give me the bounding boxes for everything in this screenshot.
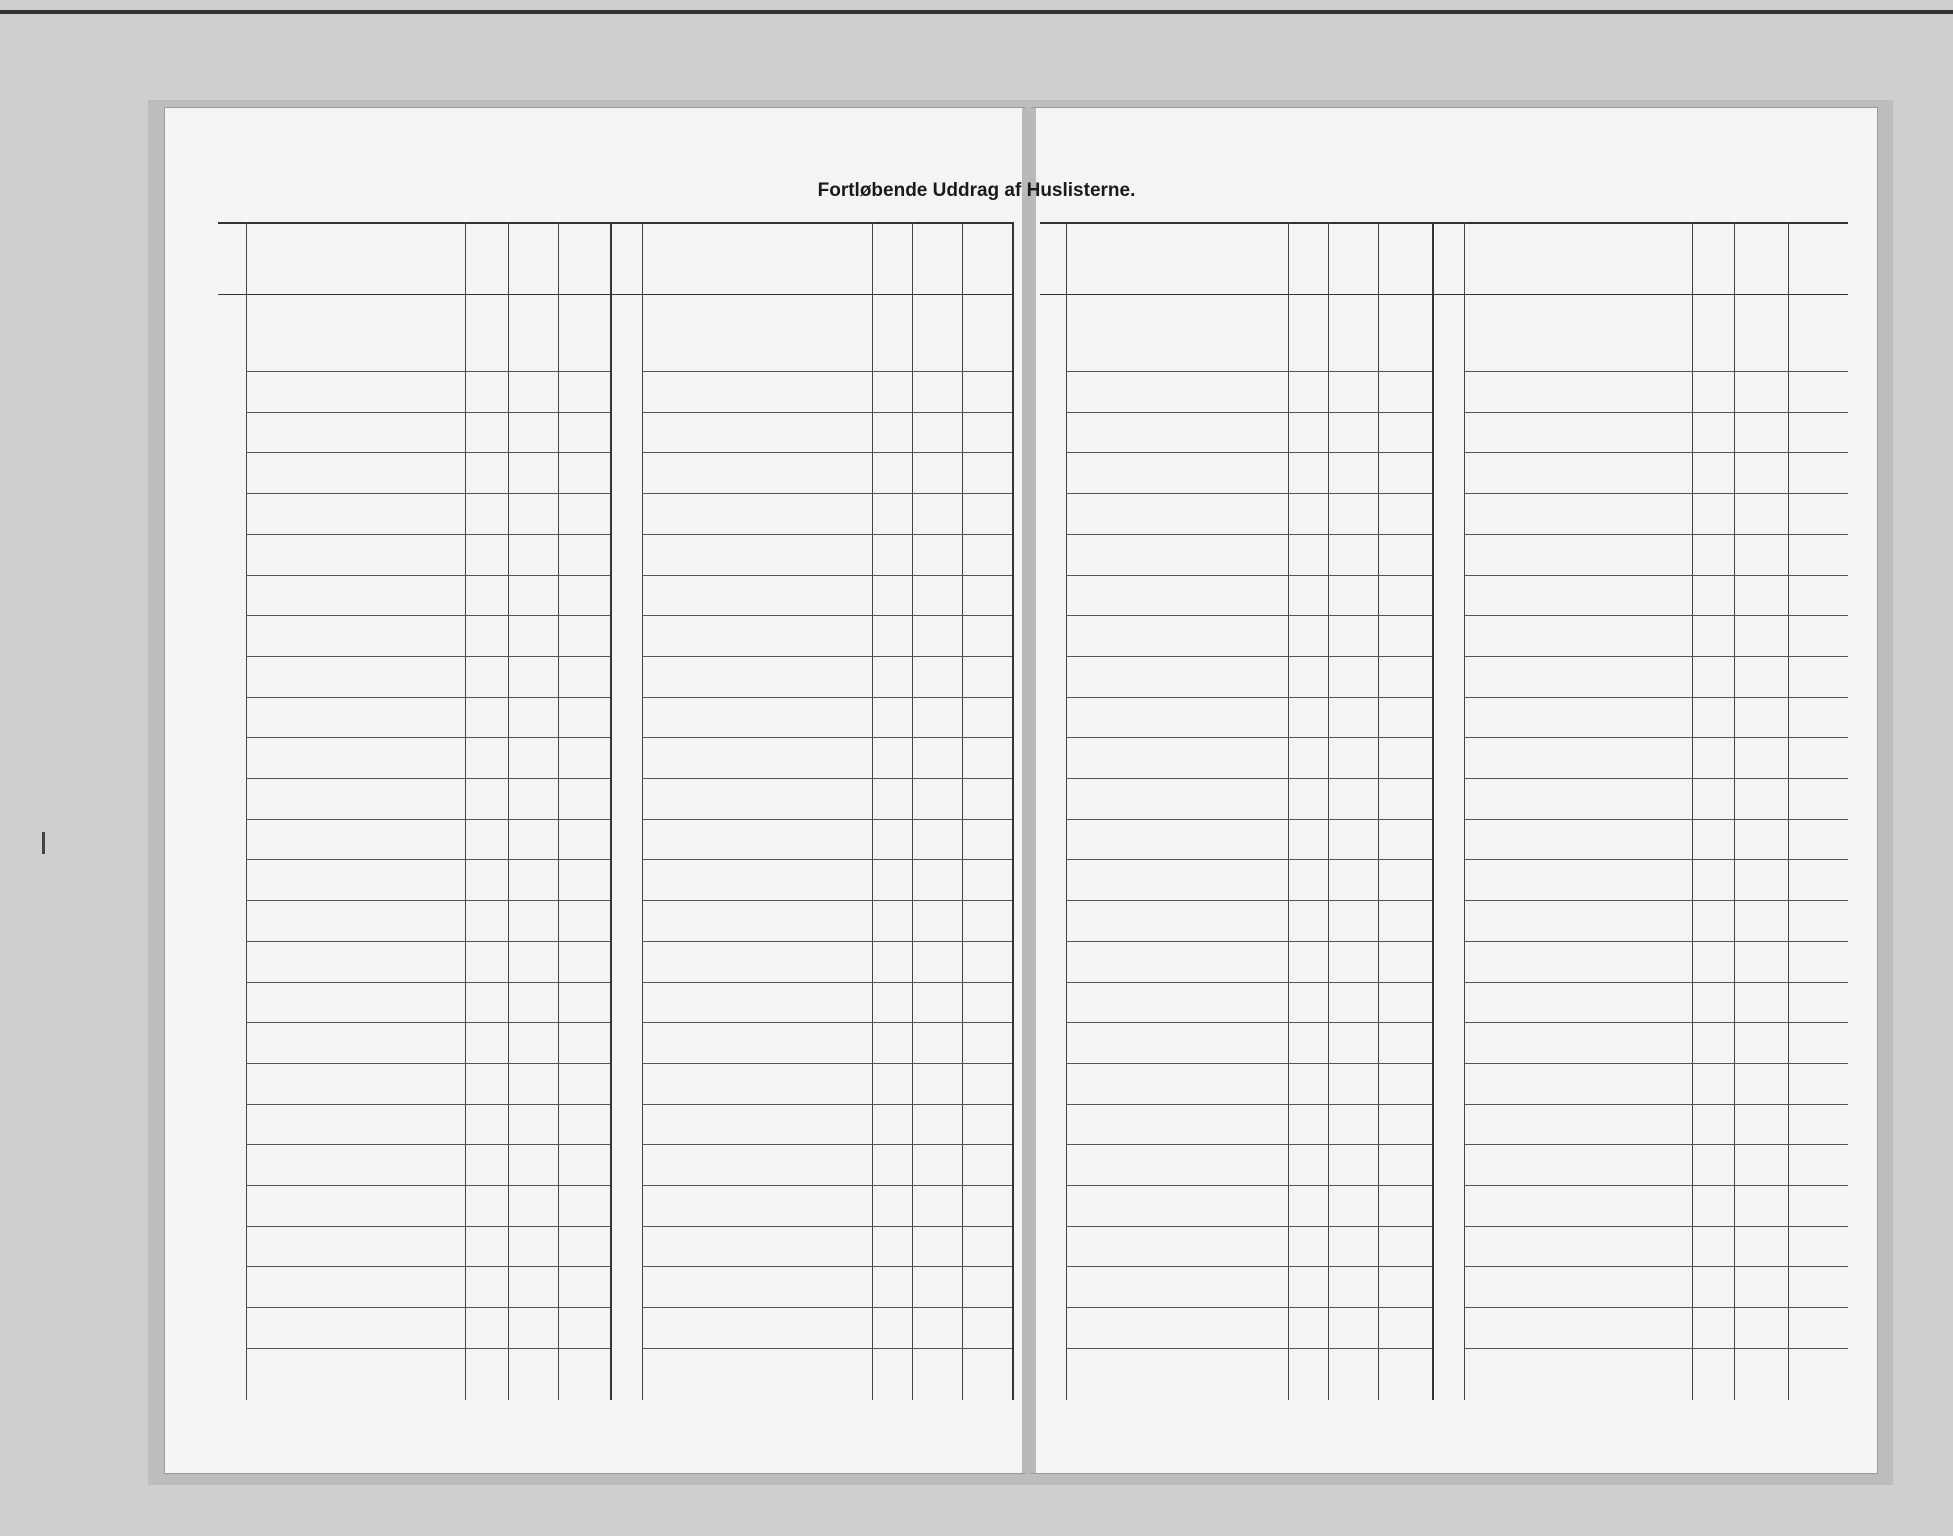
row-rule	[1464, 371, 1848, 372]
column-rule	[1734, 222, 1735, 1400]
row-rule	[246, 615, 610, 616]
header-bydel	[246, 222, 465, 290]
header-hjemme	[1788, 222, 1848, 290]
column-rule	[642, 222, 643, 1400]
header-bydel	[1066, 222, 1288, 290]
row-rule	[1464, 1348, 1848, 1349]
row-rule	[1464, 1185, 1848, 1186]
row-rule	[642, 697, 1012, 698]
row-rule	[1066, 737, 1432, 738]
row-rule	[642, 493, 1012, 494]
row-rule	[642, 737, 1012, 738]
row-rule	[642, 656, 1012, 657]
row-rule	[1066, 656, 1432, 657]
row-rule	[642, 819, 1012, 820]
scan-mark	[0, 10, 1953, 14]
header-husliste-no	[1432, 222, 1464, 290]
column-rule	[1328, 222, 1329, 1400]
row-rule	[1464, 1226, 1848, 1227]
header-tilstede	[1734, 222, 1788, 290]
row-rule	[246, 452, 610, 453]
row-rule	[1066, 697, 1432, 698]
row-rule	[246, 778, 610, 779]
row-rule	[1464, 982, 1848, 983]
row-rule	[642, 1348, 1012, 1349]
row-rule	[1464, 900, 1848, 901]
block-rule	[1432, 222, 1434, 1400]
row-rule	[246, 1307, 610, 1308]
header-husliste-no	[1040, 222, 1066, 290]
row-rule	[246, 859, 610, 860]
row-rule	[246, 1022, 610, 1023]
row-rule	[1464, 656, 1848, 657]
row-rule	[246, 1266, 610, 1267]
row-rule	[1066, 1348, 1432, 1349]
row-rule	[1066, 982, 1432, 983]
header-rule-top	[218, 222, 610, 224]
row-rule	[642, 1104, 1012, 1105]
row-rule	[642, 452, 1012, 453]
row-rule	[246, 656, 610, 657]
header-matr	[465, 222, 508, 290]
row-rule	[642, 1226, 1012, 1227]
row-rule	[642, 1185, 1012, 1186]
header-rule-bottom	[610, 294, 1012, 295]
row-rule	[246, 493, 610, 494]
row-rule	[1464, 819, 1848, 820]
row-rule	[642, 1266, 1012, 1267]
column-rule	[1288, 222, 1289, 1400]
header-matr	[1288, 222, 1328, 290]
block-rule	[610, 222, 612, 1400]
left-page	[165, 108, 1025, 1473]
column-rule	[962, 222, 963, 1400]
row-rule	[246, 1104, 610, 1105]
row-rule	[642, 900, 1012, 901]
row-rule	[1464, 1307, 1848, 1308]
row-rule	[1066, 1185, 1432, 1186]
row-rule	[1464, 859, 1848, 860]
row-rule	[246, 737, 610, 738]
column-rule	[1788, 222, 1789, 1400]
row-rule	[1464, 778, 1848, 779]
row-rule	[1066, 1063, 1432, 1064]
row-rule	[1464, 697, 1848, 698]
column-rule	[872, 222, 873, 1400]
row-rule	[1464, 534, 1848, 535]
row-rule	[642, 1307, 1012, 1308]
row-rule	[246, 819, 610, 820]
header-rule-top	[1040, 222, 1432, 224]
row-rule	[1066, 493, 1432, 494]
column-rule	[1692, 222, 1693, 1400]
header-rule-top	[610, 222, 1012, 224]
row-rule	[1066, 575, 1432, 576]
page-title: Fortløbende Uddrag af Huslisterne.	[817, 180, 1136, 201]
row-rule	[1066, 778, 1432, 779]
header-rule-top	[1432, 222, 1848, 224]
header-hjemme	[558, 222, 610, 290]
row-rule	[1066, 371, 1432, 372]
row-rule	[1464, 1022, 1848, 1023]
row-rule	[1066, 1104, 1432, 1105]
row-rule	[1464, 575, 1848, 576]
row-rule	[246, 900, 610, 901]
row-rule	[246, 534, 610, 535]
row-rule	[246, 575, 610, 576]
column-rule	[1464, 222, 1465, 1400]
row-rule	[642, 1063, 1012, 1064]
row-rule	[1464, 493, 1848, 494]
row-rule	[246, 1063, 610, 1064]
column-rule	[246, 222, 247, 1400]
row-rule	[246, 1185, 610, 1186]
row-rule	[1066, 1307, 1432, 1308]
row-rule	[1464, 615, 1848, 616]
row-rule	[246, 941, 610, 942]
row-rule	[1464, 1104, 1848, 1105]
row-rule	[1464, 737, 1848, 738]
row-rule	[642, 371, 1012, 372]
row-rule	[1066, 859, 1432, 860]
row-rule	[1066, 615, 1432, 616]
row-rule	[642, 412, 1012, 413]
right-page	[1032, 108, 1877, 1473]
row-rule	[1066, 1266, 1432, 1267]
row-rule	[1464, 941, 1848, 942]
header-matr	[1692, 222, 1734, 290]
column-rule	[1066, 222, 1067, 1400]
column-rule	[1378, 222, 1379, 1400]
row-rule	[642, 575, 1012, 576]
row-rule	[1464, 1144, 1848, 1145]
column-rule	[465, 222, 466, 1400]
header-rule-bottom	[1432, 294, 1848, 295]
row-rule	[246, 697, 610, 698]
column-rule	[508, 222, 509, 1400]
header-bydel	[642, 222, 872, 290]
header-husliste-no	[218, 222, 246, 290]
column-rule	[912, 222, 913, 1400]
row-rule	[642, 1022, 1012, 1023]
row-rule	[1066, 900, 1432, 901]
header-rule-bottom	[218, 294, 610, 295]
row-rule	[1066, 452, 1432, 453]
row-rule	[1066, 1022, 1432, 1023]
block-rule	[1012, 222, 1014, 1400]
row-rule	[1066, 1226, 1432, 1227]
row-rule	[642, 778, 1012, 779]
header-husliste-no	[610, 222, 642, 290]
column-rule	[558, 222, 559, 1400]
row-rule	[246, 1348, 610, 1349]
row-rule	[246, 371, 610, 372]
row-rule	[642, 534, 1012, 535]
row-rule	[1464, 412, 1848, 413]
header-rule-bottom	[1040, 294, 1432, 295]
row-rule	[1464, 452, 1848, 453]
row-rule	[1464, 1063, 1848, 1064]
row-rule	[246, 1144, 610, 1145]
row-rule	[246, 982, 610, 983]
header-hjemme	[1378, 222, 1432, 290]
book-gutter	[1022, 108, 1036, 1473]
row-rule	[642, 1144, 1012, 1145]
row-rule	[642, 982, 1012, 983]
row-rule	[1066, 534, 1432, 535]
row-rule	[246, 1226, 610, 1227]
row-rule	[642, 941, 1012, 942]
row-rule	[642, 615, 1012, 616]
row-rule	[1464, 1266, 1848, 1267]
header-bydel	[1464, 222, 1692, 290]
header-tilstede	[912, 222, 962, 290]
row-rule	[1066, 819, 1432, 820]
header-hjemme	[962, 222, 1012, 290]
row-rule	[1066, 941, 1432, 942]
row-rule	[642, 859, 1012, 860]
row-rule	[1066, 1144, 1432, 1145]
row-rule	[246, 412, 610, 413]
header-matr	[872, 222, 912, 290]
scan-mark	[42, 832, 45, 854]
header-tilstede	[1328, 222, 1378, 290]
row-rule	[1066, 412, 1432, 413]
header-tilstede	[508, 222, 558, 290]
